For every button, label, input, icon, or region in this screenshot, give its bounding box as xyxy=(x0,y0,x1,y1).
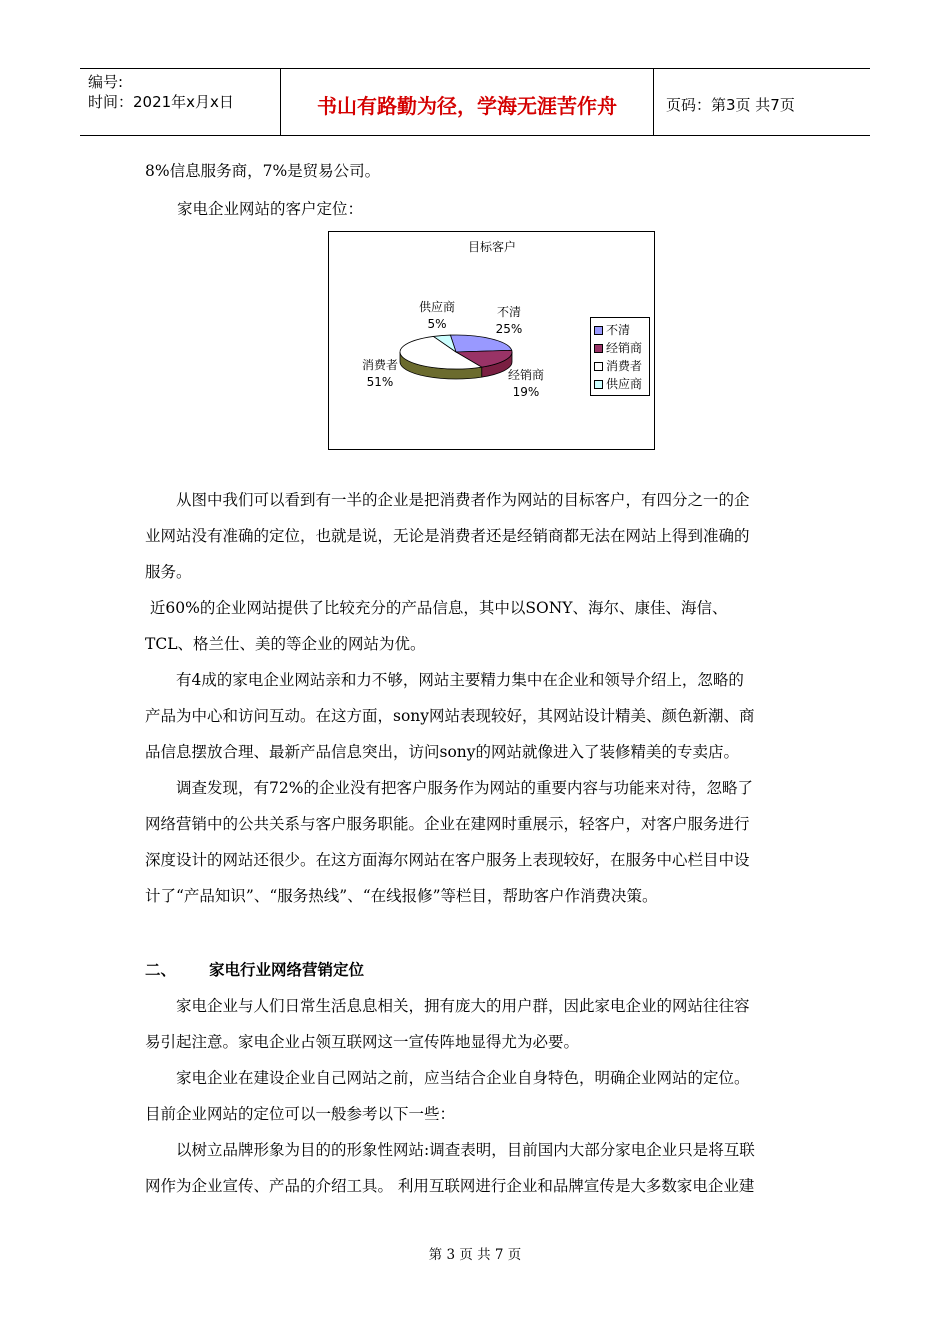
section-2-paragraph-3-line: 网作为企业宣传、产品的介绍工具。 利用互联网进行企业和品牌宣传是大多数家电企业建 xyxy=(145,1177,755,1195)
page-header xyxy=(80,68,870,136)
legend-item xyxy=(594,321,649,339)
legend-label: 经销商 xyxy=(606,341,643,355)
paragraph-3-line: 产品为中心和访问互动。在这方面，sony网站表现较好，其网站设计精美、颜色新潮、商 xyxy=(145,707,755,725)
legend-label: 不清 xyxy=(606,323,631,337)
legend-swatch xyxy=(594,344,603,353)
slice-value-1: 19% xyxy=(512,385,540,399)
date-line: 时间：2021年x月x日 xyxy=(88,93,234,111)
chart-legend xyxy=(590,317,650,396)
paragraph-3-line: 有4成的家电企业网站亲和力不够，网站主要精力集中在企业和领导介绍上，忽略的 xyxy=(145,671,744,689)
slice-value-0: 25% xyxy=(495,322,523,336)
chart-title: 目标客户 xyxy=(467,240,517,254)
legend-swatch xyxy=(594,362,603,371)
paragraph-3-line: 品信息摆放合理、最新产品信息突出，访问sony的网站就像进入了装修精美的专卖店。 xyxy=(145,743,740,761)
legend-swatch xyxy=(594,380,603,389)
paragraph-4-line: 计了“产品知识”、“服务热线”、“在线报修”等栏目，帮助客户作消费决策。 xyxy=(145,887,658,905)
slice-label-3: 供应商 xyxy=(418,300,456,314)
section-2-paragraph-3-line: 以树立品牌形象为目的的形象性网站:调查表明，目前国内大部分家电企业只是将互联 xyxy=(145,1141,755,1159)
slice-label-1: 经销商 xyxy=(507,368,545,382)
page-footer: 第 3 页 共 7 页 xyxy=(428,1247,522,1263)
section-2-number: 二、 xyxy=(145,961,177,979)
pie-slices xyxy=(400,335,512,369)
section-2-paragraph-1-line: 易引起注意。家电企业占领互联网这一宣传阵地显得尤为必要。 xyxy=(145,1033,580,1051)
target-customer-pie-chart xyxy=(328,231,655,450)
pie-slice-0 xyxy=(450,335,511,352)
legend-item xyxy=(594,375,649,393)
section-2-paragraph-2-line: 家电企业在建设企业自己网站之前，应当结合企业自身特色，明确企业网站的定位。 xyxy=(145,1069,750,1087)
paragraph-2-line: TCL、格兰仕、美的等企业的网站为优。 xyxy=(145,635,426,653)
paragraph-4-line: 深度设计的网站还很少。在这方面海尔网站在客户服务上表现较好，在服务中心栏目中设 xyxy=(145,851,750,869)
number-label: 编号: xyxy=(88,73,124,91)
intro-line-1: 8%信息服务商，7%是贸易公司。 xyxy=(145,162,381,180)
paragraph-4-line: 网络营销中的公共关系与客户服务职能。企业在建网时重展示，轻客户，对客户服务进行 xyxy=(145,815,750,833)
section-2-title: 家电行业网络营销定位 xyxy=(209,961,365,979)
legend-label: 供应商 xyxy=(606,377,643,391)
slice-label-2: 消费者 xyxy=(361,358,399,372)
section-2-paragraph-2-line: 目前企业网站的定位可以一般参考以下一些： xyxy=(145,1105,456,1123)
slice-value-2: 51% xyxy=(366,375,394,389)
intro-line-2: 家电企业网站的客户定位： xyxy=(177,200,364,218)
header-meta xyxy=(80,69,281,135)
paragraph-4-line: 调查发现，有72%的企业没有把客户服务作为网站的重要内容与功能来对待，忽略了 xyxy=(145,779,753,797)
slice-label-0: 不清 xyxy=(496,305,522,319)
paragraph-1-line: 业网站没有准确的定位，也就是说，无论是消费者还是经销商都无法在网站上得到准确的 xyxy=(145,527,750,545)
paragraph-1-line: 服务。 xyxy=(145,563,192,581)
legend-swatch xyxy=(594,326,603,335)
paragraph-2-line: 近60%的企业网站提供了比较充分的产品信息，其中以SONY、海尔、康佳、海信、 xyxy=(145,599,728,617)
legend-label: 消费者 xyxy=(606,359,643,373)
header-page-info: 页码：第3页 共7页 xyxy=(666,95,795,114)
header-motto: 书山有路勤为径，学海无涯苦作舟 xyxy=(281,69,654,135)
legend-item xyxy=(594,357,649,375)
slice-value-3: 5% xyxy=(427,317,447,331)
section-2-heading xyxy=(145,958,364,980)
legend-item xyxy=(594,339,649,357)
paragraph-1-line: 从图中我们可以看到有一半的企业是把消费者作为网站的目标客户，有四分之一的企 xyxy=(145,491,750,509)
section-2-paragraph-1-line: 家电企业与人们日常生活息息相关，拥有庞大的用户群，因此家电企业的网站往往容 xyxy=(145,997,750,1015)
